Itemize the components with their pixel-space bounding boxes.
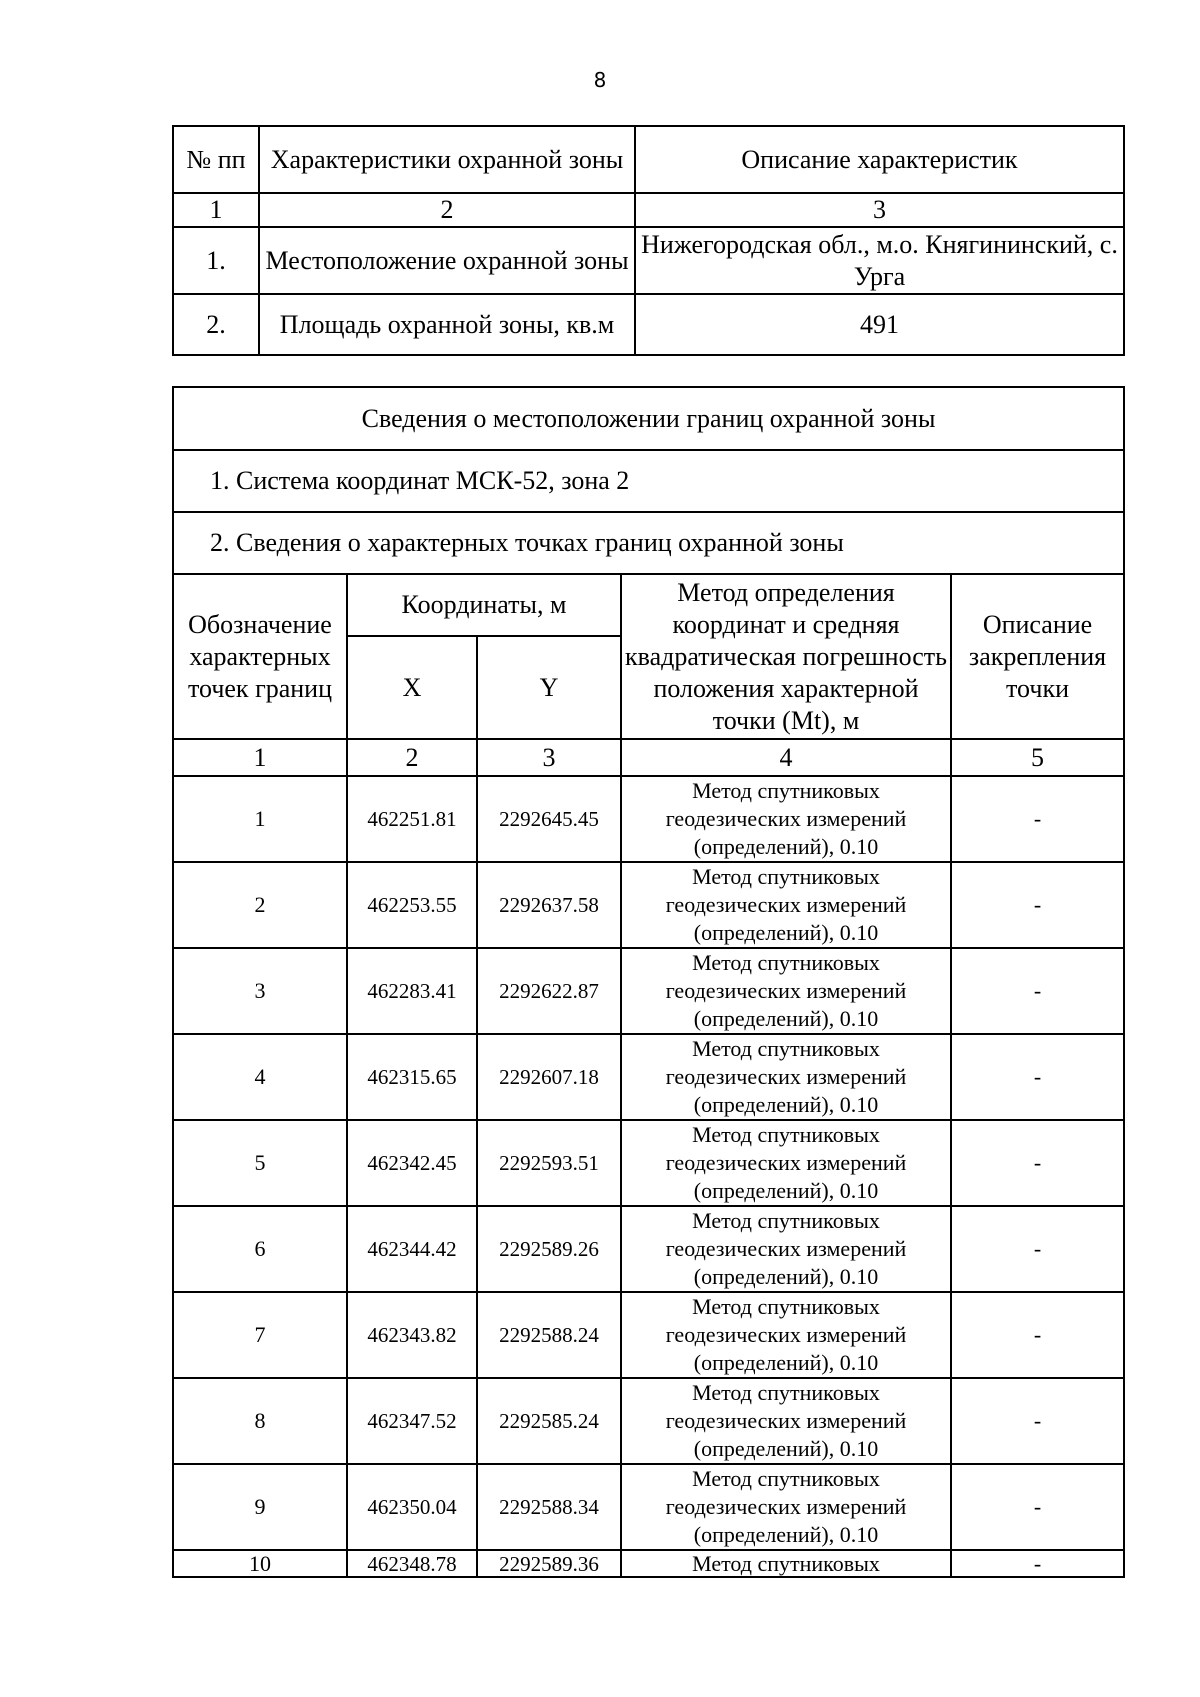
point-label: 7 (173, 1292, 347, 1378)
x-coordinate: 462347.52 (347, 1378, 477, 1464)
point-label: 5 (173, 1120, 347, 1206)
column-number: 5 (951, 739, 1124, 776)
table-row (173, 948, 1124, 1034)
y-coordinate: 2292637.58 (477, 862, 621, 948)
header-point-designation: Обозначение характерных точек границ (173, 574, 347, 739)
column-number: 4 (621, 739, 951, 776)
characteristic-name: Местоположение охранной зоны (259, 227, 635, 294)
table-header-row (173, 574, 1124, 636)
y-coordinate: 2292593.51 (477, 1120, 621, 1206)
table-row (173, 1120, 1124, 1206)
x-coordinate: 462342.45 (347, 1120, 477, 1206)
header-x: X (347, 636, 477, 739)
point-label: 2 (173, 862, 347, 948)
point-label: 9 (173, 1464, 347, 1550)
y-coordinate: 2292585.24 (477, 1378, 621, 1464)
method-description: Метод спутниковых геодезических измерений (определений), 0.10 (621, 862, 951, 948)
table-row (173, 776, 1124, 862)
column-number: 2 (347, 739, 477, 776)
x-coordinate: 462343.82 (347, 1292, 477, 1378)
y-coordinate: 2292607.18 (477, 1034, 621, 1120)
point-label: 10 (173, 1550, 347, 1577)
fixing-description: - (951, 1378, 1124, 1464)
point-label: 4 (173, 1034, 347, 1120)
method-description: Метод спутниковых геодезических измерений (определений), 0.10 (621, 1292, 951, 1378)
point-label: 6 (173, 1206, 347, 1292)
coordinate-system: 1. Система координат МСК-52, зона 2 (173, 450, 1124, 512)
x-coordinate: 462350.04 (347, 1464, 477, 1550)
column-number-row (173, 739, 1124, 776)
method-description: Метод спутниковых геодезических измерений (определений), 0.10 (621, 1034, 951, 1120)
table-row (173, 294, 1124, 355)
section-row (173, 450, 1124, 512)
column-number: 1 (173, 193, 259, 227)
characteristic-name: Площадь охранной зоны, кв.м (259, 294, 635, 355)
point-label: 8 (173, 1378, 347, 1464)
method-description: Метод спутниковых геодезических измерений (определений), 0.10 (621, 1206, 951, 1292)
column-number: 3 (477, 739, 621, 776)
header-coordinates: Координаты, м (347, 574, 621, 636)
fixing-description: - (951, 1550, 1124, 1577)
y-coordinate: 2292589.26 (477, 1206, 621, 1292)
point-label: 3 (173, 948, 347, 1034)
header-method: Метод определения координат и средняя квадратическая погрешность положения характерной точки (Mt), м (621, 574, 951, 739)
row-number: 1. (173, 227, 259, 294)
fixing-description: - (951, 862, 1124, 948)
method-description: Метод спутниковых геодезических измерений (определений), 0.10 (621, 1120, 951, 1206)
page-number: 8 (593, 68, 607, 92)
x-coordinate: 462315.65 (347, 1034, 477, 1120)
zone-characteristics-table (172, 125, 1125, 356)
y-coordinate: 2292645.45 (477, 776, 621, 862)
x-coordinate: 462253.55 (347, 862, 477, 948)
characteristic-value: 491 (635, 294, 1124, 355)
boundary-points-table (172, 386, 1125, 1578)
table-row (173, 1378, 1124, 1464)
column-number: 1 (173, 739, 347, 776)
method-description: Метод спутниковых геодезических измерений (определений), 0.10 (621, 776, 951, 862)
method-description: Метод спутниковых геодезических измерений (определений), 0.10 (621, 1378, 951, 1464)
header-number: № пп (173, 126, 259, 193)
table-title-row (173, 387, 1124, 450)
x-coordinate: 462348.78 (347, 1550, 477, 1577)
point-label: 1 (173, 776, 347, 862)
column-number: 2 (259, 193, 635, 227)
y-coordinate: 2292589.36 (477, 1550, 621, 1577)
x-coordinate: 462283.41 (347, 948, 477, 1034)
table-header-row (173, 126, 1124, 193)
fixing-description: - (951, 776, 1124, 862)
table-row (173, 1550, 1124, 1577)
points-section-title: 2. Сведения о характерных точках границ охранной зоны (173, 512, 1124, 574)
table-row (173, 1464, 1124, 1550)
header-fixing: Описание закрепления точки (951, 574, 1124, 739)
fixing-description: - (951, 1120, 1124, 1206)
table-row (173, 862, 1124, 948)
row-number: 2. (173, 294, 259, 355)
fixing-description: - (951, 1206, 1124, 1292)
method-description: Метод спутниковых (621, 1550, 951, 1577)
method-description: Метод спутниковых геодезических измерений (определений), 0.10 (621, 948, 951, 1034)
header-y: Y (477, 636, 621, 739)
column-number: 3 (635, 193, 1124, 227)
x-coordinate: 462344.42 (347, 1206, 477, 1292)
fixing-description: - (951, 948, 1124, 1034)
method-description: Метод спутниковых геодезических измерений (определений), 0.10 (621, 1464, 951, 1550)
table-row (173, 227, 1124, 294)
section-row (173, 512, 1124, 574)
fixing-description: - (951, 1292, 1124, 1378)
table-row (173, 1034, 1124, 1120)
x-coordinate: 462251.81 (347, 776, 477, 862)
table-title: Сведения о местоположении границ охранной зоны (173, 387, 1124, 450)
table-row (173, 1206, 1124, 1292)
y-coordinate: 2292588.24 (477, 1292, 621, 1378)
header-description: Описание характеристик (635, 126, 1124, 193)
column-number-row (173, 193, 1124, 227)
y-coordinate: 2292622.87 (477, 948, 621, 1034)
characteristic-value: Нижегородская обл., м.о. Княгининский, с. Урга (635, 227, 1124, 294)
y-coordinate: 2292588.34 (477, 1464, 621, 1550)
fixing-description: - (951, 1034, 1124, 1120)
table-row (173, 1292, 1124, 1378)
header-characteristic: Характеристики охранной зоны (259, 126, 635, 193)
fixing-description: - (951, 1464, 1124, 1550)
